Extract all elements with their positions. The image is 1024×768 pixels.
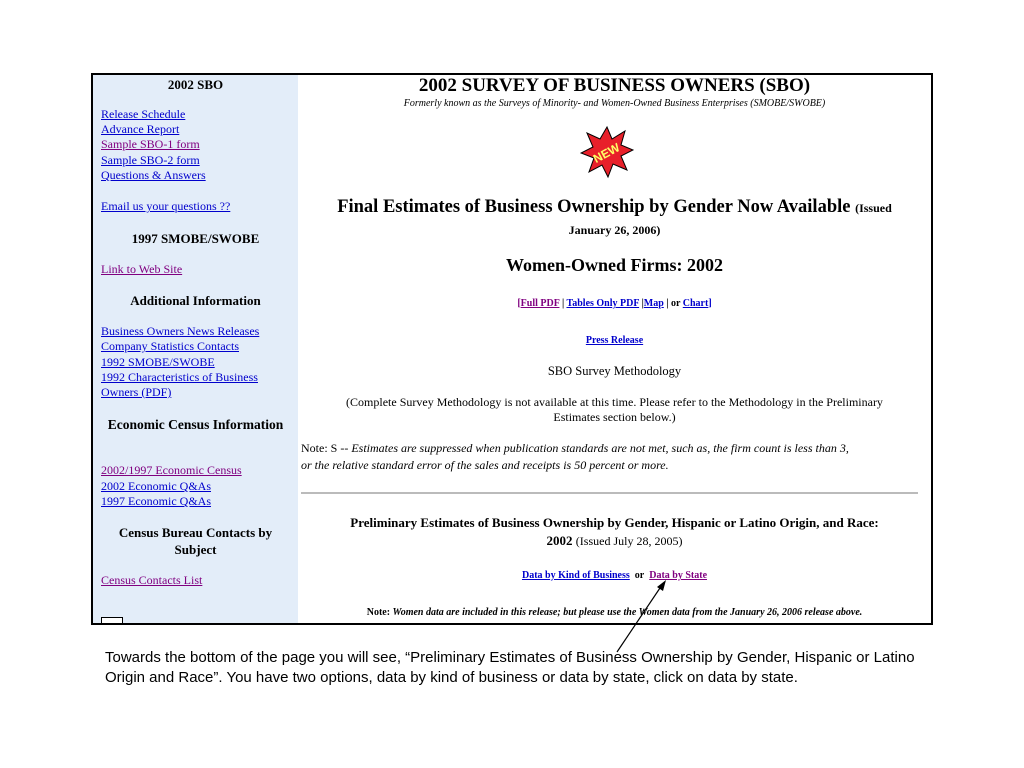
sidebar-link-company-contacts[interactable]: Company Statistics Contacts xyxy=(101,339,239,353)
map-link[interactable]: Map xyxy=(643,298,664,309)
or-text: or xyxy=(634,570,645,581)
page-title: 2002 SURVEY OF BUSINESS OWNERS (SBO) xyxy=(418,75,811,96)
separator: | xyxy=(666,298,669,309)
sidebar-heading-sbo: 2002 SBO xyxy=(167,77,224,92)
sidebar-link-owners-pdf[interactable]: Owners (PDF) xyxy=(101,385,172,399)
prelim-year: 2002 xyxy=(546,533,573,548)
sidebar-heading-contacts-line2: Subject xyxy=(174,542,217,557)
separator: | xyxy=(641,298,644,309)
bracket-close: ] xyxy=(708,298,712,309)
suppression-note-line2: or the relative standard error of the sales and receipts is 50 percent or more. xyxy=(301,458,669,472)
sidebar-link-web-site[interactable]: Link to Web Site xyxy=(101,262,183,276)
sidebar-link-census-contacts[interactable]: Census Contacts List xyxy=(101,573,203,587)
or-text: or xyxy=(671,298,681,309)
methodology-note-line1: (Complete Survey Methodology is not available at this time. Please refer to the Methodology in the Preliminary xyxy=(346,395,883,409)
sidebar-link-1992-characteristics[interactable]: 1992 Characteristics of Business xyxy=(101,370,258,384)
sidebar-link-1997-qa[interactable]: 1997 Economic Q&As xyxy=(101,494,211,508)
bottom-note-prefix: Note: xyxy=(366,607,391,618)
full-pdf-link[interactable]: Full PDF xyxy=(520,298,560,309)
press-release-link[interactable]: Press Release xyxy=(585,335,644,346)
methodology-note-line2: Estimates section below.) xyxy=(553,410,676,424)
sidebar-link-advance-report[interactable]: Advance Report xyxy=(101,122,180,136)
sidebar-link-sample-sbo1[interactable]: Sample SBO-1 form xyxy=(101,137,200,151)
final-issued-part1: (Issued xyxy=(855,201,892,215)
prelim-issued: (Issued July 28, 2005) xyxy=(575,534,683,548)
women-owned-heading: Women-Owned Firms: 2002 xyxy=(506,255,723,275)
final-issued-part2: January 26, 2006) xyxy=(568,223,661,237)
sidebar-link-sample-sbo2[interactable]: Sample SBO-2 form xyxy=(101,153,200,167)
note-text-1: Estimates are suppressed when publication standards are not met, such as, the firm count is less than 3, xyxy=(351,441,849,455)
sidebar-link-email[interactable]: Email us your questions ?? xyxy=(101,199,231,213)
sidebar-heading-contacts-line1: Census Bureau Contacts by xyxy=(118,525,273,540)
prelim-heading-line1: Preliminary Estimates of Business Ownership by Gender, Hispanic or Latino Origin, and Race: xyxy=(350,515,879,530)
sidebar-link-1992-smobe[interactable]: 1992 SMOBE/SWOBE xyxy=(101,355,215,369)
final-estimates-title: Final Estimates of Business Ownership by Gender Now Available xyxy=(337,197,851,217)
sidebar-heading-1997: 1997 SMOBE/SWOBE xyxy=(131,231,260,246)
tables-only-pdf-link[interactable]: Tables Only PDF xyxy=(566,298,640,309)
data-by-state-link[interactable]: Data by State xyxy=(649,570,708,581)
sidebar-link-economic-census[interactable]: 2002/1997 Economic Census xyxy=(101,463,242,477)
chart-link[interactable]: Chart xyxy=(682,298,709,309)
sidebar-heading-additional: Additional Information xyxy=(130,293,261,308)
data-by-kind-of-business-link[interactable]: Data by Kind of Business xyxy=(521,570,630,581)
separator: | xyxy=(561,298,565,309)
methodology-heading: SBO Survey Methodology xyxy=(547,364,682,378)
bracket-open: [ xyxy=(517,298,521,309)
new-badge-text: NEW xyxy=(590,140,623,166)
sidebar-link-2002-qa[interactable]: 2002 Economic Q&As xyxy=(101,479,211,493)
sidebar-link-release-schedule[interactable]: Release Schedule xyxy=(101,107,186,121)
bottom-note-text: Women data are included in this release; but please use the Women data from the January 26, 2006 release above. xyxy=(392,607,863,618)
sidebar-heading-economic: Economic Census Information xyxy=(107,417,284,432)
sidebar-link-questions-answers[interactable]: Questions & Answers xyxy=(101,168,206,182)
page-subtitle: Formerly known as the Surveys of Minority- and Women-Owned Business Enterprises (SMOBE/SWOBE) xyxy=(403,98,826,109)
note-prefix: Note: S -- xyxy=(301,441,349,455)
instruction-caption: Towards the bottom of the page you will see, “Preliminary Estimates of Business Ownership by Gender, Hispanic or Latino Origin and Race”. You have two options, data by kind of business or data by state, click on data by state. xyxy=(105,649,915,686)
sidebar-link-news-releases[interactable]: Business Owners News Releases xyxy=(101,324,260,338)
